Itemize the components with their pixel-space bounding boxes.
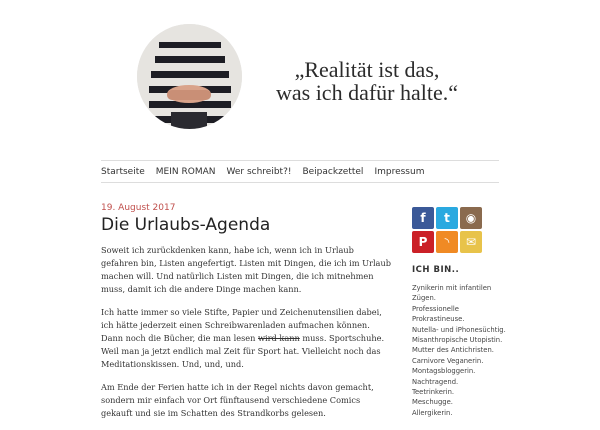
post-date[interactable]: 19. August 2017 bbox=[101, 203, 176, 213]
email-icon[interactable]: ✉ bbox=[460, 231, 482, 253]
nav-wer-schreibt[interactable]: Wer schreibt?! bbox=[226, 166, 292, 177]
list-item: Montagsbloggerin. bbox=[412, 367, 476, 376]
twitter-icon[interactable]: t bbox=[436, 207, 458, 229]
nav-beipackzettel[interactable]: Beipackzettel bbox=[302, 166, 364, 177]
social-icons bbox=[412, 207, 512, 253]
avatar-photo bbox=[137, 24, 242, 129]
pinterest-icon[interactable]: P bbox=[412, 231, 434, 253]
rss-icon[interactable]: ◝ bbox=[436, 231, 458, 253]
list-item: Zügen. bbox=[412, 294, 436, 303]
list-item: Nutella- und iPhonesüchtig. bbox=[412, 325, 506, 334]
list-item: Misanthropische Utopistin. bbox=[412, 336, 503, 345]
post-content bbox=[101, 203, 393, 430]
sidebar bbox=[412, 207, 512, 418]
post-title[interactable]: Die Urlaubs-Agenda bbox=[101, 215, 271, 235]
list-item: Carnivore Veganerin. bbox=[412, 356, 484, 365]
strikethrough-text: wird kann bbox=[258, 333, 300, 343]
main-navigation bbox=[101, 160, 499, 183]
sidebar-heading: ICH BIN.. bbox=[412, 265, 460, 275]
sidebar-list bbox=[412, 283, 512, 418]
paragraph-2-start: Ich hatte immer so viele Stifte, Papier und Zeichenutensilien dabei, ich hätte jederzeit einen Schreibwarenladen aufmachen können. Dann noch die Bücher, die man lesen bbox=[101, 307, 382, 343]
paragraph-2-end: muss. Sportschuhe. Weil man ja jetzt endlich mal Zeit für Sport hat. Vielleicht noch das Meditationskissen. Und, und, und. bbox=[101, 333, 385, 369]
post-paragraph-1: Soweit ich zurückdenken kann, habe ich, wenn ich in Urlaub gefahren bin, Listen angefertigt. Listen mit Dingen, die ich im Urlaub machen will. Und natürlich Listen mit Dingen, die ich mitnehmen muss, damit ich die andere Dinge machen kann. bbox=[101, 245, 391, 294]
list-item: Teetrinkerin. bbox=[412, 388, 455, 397]
nav-mein-roman[interactable]: MEIN ROMAN bbox=[155, 166, 216, 177]
list-item: Zynikerin mit infantilen bbox=[412, 284, 492, 292]
nav-startseite[interactable]: Startseite bbox=[101, 166, 145, 177]
list-item: Professionelle bbox=[412, 304, 459, 313]
list-item: Prokrastineuse. bbox=[412, 315, 465, 324]
list-item: Allergikerin. bbox=[412, 408, 453, 417]
list-item: Meschugge. bbox=[412, 398, 453, 407]
tagline-line-2: was ich dafür halte.“ bbox=[275, 80, 459, 105]
nav-impressum[interactable]: Impressum bbox=[374, 166, 425, 177]
post-paragraph-3: Am Ende der Ferien hatte ich in der Regel nichts davon gemacht, sondern mir einfach vor Ort fünftausend verschiedene Comics gekauft und sie im Schatten des Strandkorbs gelesen. bbox=[101, 382, 374, 418]
list-item: Mutter des Antichristen. bbox=[412, 346, 494, 355]
instagram-icon[interactable]: ◉ bbox=[460, 207, 482, 229]
post-paragraph-2 bbox=[101, 306, 393, 371]
tagline-line-1: „Realität ist das, bbox=[294, 57, 440, 82]
avatar[interactable] bbox=[137, 24, 242, 129]
list-item: Nachtragend. bbox=[412, 377, 459, 386]
facebook-icon[interactable]: f bbox=[412, 207, 434, 229]
site-header bbox=[0, 0, 600, 160]
site-tagline bbox=[262, 58, 472, 104]
